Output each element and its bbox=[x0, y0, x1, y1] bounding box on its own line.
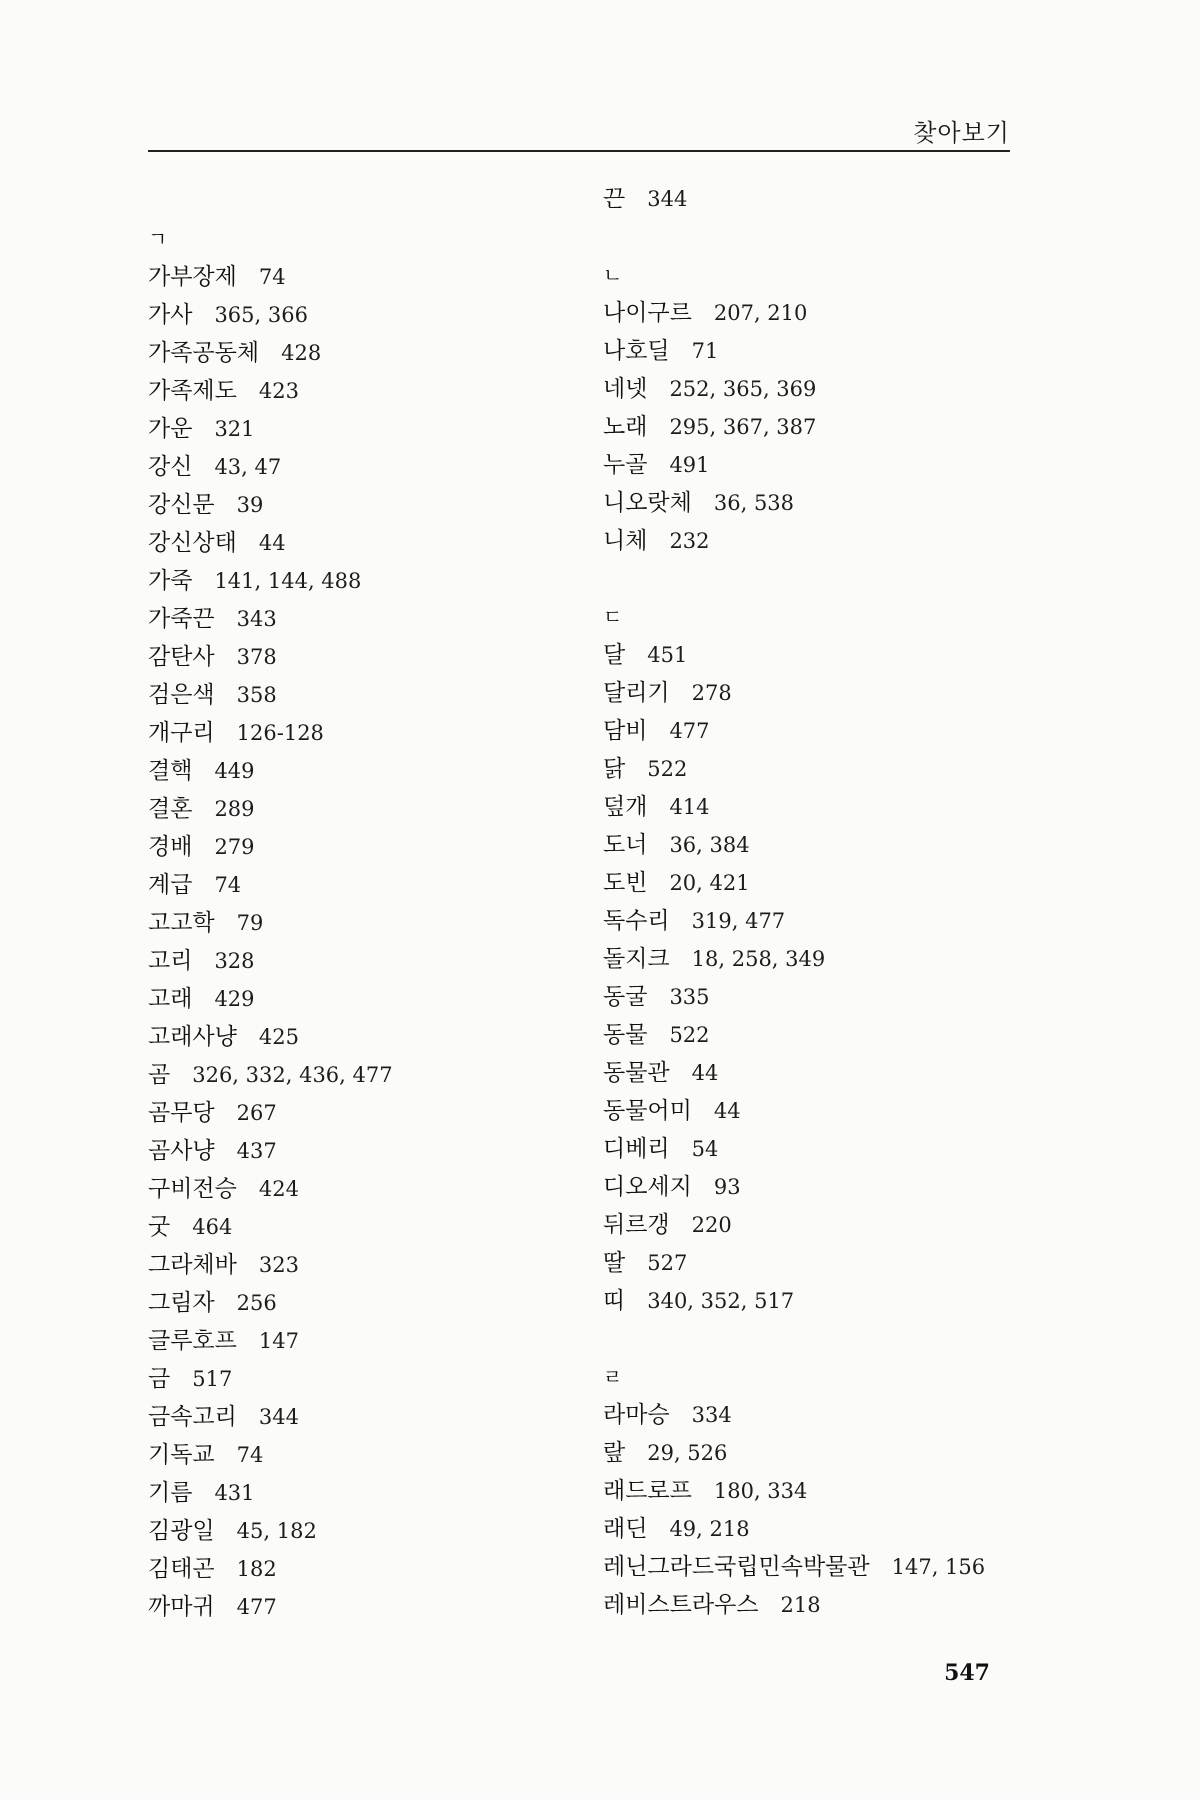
index-term: 담비 bbox=[603, 718, 648, 744]
index-pages: 527 bbox=[647, 1251, 688, 1275]
index-pages: 323 bbox=[258, 1253, 299, 1277]
index-term: 고리 bbox=[148, 948, 193, 974]
index-entry bbox=[603, 1282, 985, 1320]
section-letter: ㄴ bbox=[603, 263, 623, 287]
index-entry bbox=[603, 636, 985, 674]
index-entry bbox=[603, 1396, 985, 1434]
index-term: 결혼 bbox=[148, 796, 193, 822]
index-term: 글루호프 bbox=[148, 1328, 237, 1354]
section-gap bbox=[603, 560, 985, 598]
index-entry bbox=[603, 1054, 985, 1092]
index-entry bbox=[148, 1474, 393, 1512]
index-entry-list bbox=[148, 258, 393, 1626]
index-entry bbox=[603, 1548, 985, 1586]
index-term: 나이구르 bbox=[603, 300, 692, 326]
index-term: 딸 bbox=[603, 1250, 626, 1276]
index-term: 네넷 bbox=[603, 376, 648, 402]
index-entry bbox=[148, 1360, 393, 1398]
index-entry bbox=[603, 522, 985, 560]
index-pages: 45, 182 bbox=[236, 1519, 317, 1543]
index-entry bbox=[148, 790, 393, 828]
index-entry bbox=[148, 1512, 393, 1550]
index-pages: 252, 365, 369 bbox=[669, 377, 817, 401]
index-term: 동물어미 bbox=[603, 1098, 692, 1124]
index-pages: 428 bbox=[281, 341, 322, 365]
index-entry bbox=[148, 866, 393, 904]
index-pages: 464 bbox=[192, 1215, 233, 1239]
index-term: 뒤르갱 bbox=[603, 1212, 670, 1238]
header-rule bbox=[148, 150, 1010, 152]
index-term: 가사 bbox=[148, 302, 193, 328]
index-pages: 295, 367, 387 bbox=[669, 415, 817, 439]
index-pages: 334 bbox=[691, 1403, 732, 1427]
index-entry-list bbox=[603, 294, 985, 560]
index-pages: 18, 258, 349 bbox=[691, 947, 826, 971]
index-pages: 517 bbox=[192, 1367, 233, 1391]
index-term: 나호딜 bbox=[603, 338, 670, 364]
index-pages: 437 bbox=[236, 1139, 277, 1163]
index-pages: 182 bbox=[236, 1557, 277, 1581]
index-term: 검은색 bbox=[148, 682, 215, 708]
index-pages: 141, 144, 488 bbox=[214, 569, 362, 593]
index-entry bbox=[148, 524, 393, 562]
index-entry bbox=[148, 1094, 393, 1132]
index-entry bbox=[148, 980, 393, 1018]
index-pages: 71 bbox=[691, 339, 719, 363]
index-pages: 335 bbox=[669, 985, 710, 1009]
index-term: 고고학 bbox=[148, 910, 215, 936]
index-pages: 267 bbox=[236, 1101, 277, 1125]
index-pages: 340, 352, 517 bbox=[647, 1289, 795, 1313]
index-entry bbox=[148, 448, 393, 486]
index-term: 띠 bbox=[603, 1288, 626, 1314]
index-column-left bbox=[148, 220, 393, 1626]
index-entry bbox=[603, 750, 985, 788]
index-pages: 20, 421 bbox=[669, 871, 750, 895]
index-term: 계급 bbox=[148, 872, 193, 898]
index-pages: 449 bbox=[214, 759, 255, 783]
index-pages: 328 bbox=[214, 949, 255, 973]
index-pages: 218 bbox=[780, 1593, 821, 1617]
index-entry-list bbox=[603, 1396, 985, 1624]
index-term: 김광일 bbox=[148, 1518, 215, 1544]
index-term: 래딘 bbox=[603, 1516, 648, 1542]
index-entry bbox=[148, 638, 393, 676]
index-pages: 429 bbox=[214, 987, 255, 1011]
index-pages: 44 bbox=[713, 1099, 741, 1123]
index-entry bbox=[148, 486, 393, 524]
index-entry bbox=[603, 1244, 985, 1282]
index-entry bbox=[148, 1132, 393, 1170]
index-term: 레닌그라드국립민속박물관 bbox=[603, 1554, 870, 1580]
index-pages: 425 bbox=[258, 1025, 299, 1049]
index-pages: 424 bbox=[258, 1177, 299, 1201]
index-entry-list bbox=[603, 636, 985, 1320]
index-pages: 232 bbox=[669, 529, 710, 553]
index-pages: 378 bbox=[236, 645, 277, 669]
index-pages: 321 bbox=[214, 417, 255, 441]
index-term: 곰사냥 bbox=[148, 1138, 215, 1164]
section-letter: ㄱ bbox=[148, 227, 168, 251]
index-term: 강신문 bbox=[148, 492, 215, 518]
index-term: 달리기 bbox=[603, 680, 670, 706]
index-pages: 491 bbox=[669, 453, 710, 477]
index-term: 독수리 bbox=[603, 908, 670, 934]
index-entry bbox=[603, 712, 985, 750]
index-entry bbox=[148, 600, 393, 638]
index-entry bbox=[603, 1168, 985, 1206]
index-pages: 147, 156 bbox=[891, 1555, 986, 1579]
index-entry bbox=[603, 370, 985, 408]
index-entry bbox=[603, 1510, 985, 1548]
index-entry bbox=[603, 674, 985, 712]
index-pages: 44 bbox=[691, 1061, 719, 1085]
section-gap bbox=[603, 218, 985, 256]
index-entry bbox=[603, 940, 985, 978]
index-pages: 423 bbox=[258, 379, 299, 403]
index-pages: 44 bbox=[258, 531, 286, 555]
index-term: 끈 bbox=[603, 186, 626, 212]
index-term: 고래사냥 bbox=[148, 1024, 237, 1050]
index-term: 그라체바 bbox=[148, 1252, 237, 1278]
index-term: 강신 bbox=[148, 454, 193, 480]
index-entry bbox=[603, 484, 985, 522]
index-pages: 74 bbox=[214, 873, 242, 897]
index-pages: 74 bbox=[236, 1443, 264, 1467]
index-term: 구비전승 bbox=[148, 1176, 237, 1202]
index-pages: 147 bbox=[258, 1329, 299, 1353]
index-entry bbox=[603, 1586, 985, 1624]
index-entry bbox=[603, 1130, 985, 1168]
index-term: 동물관 bbox=[603, 1060, 670, 1086]
index-entry bbox=[148, 714, 393, 752]
index-term: 경배 bbox=[148, 834, 193, 860]
index-term: 도빈 bbox=[603, 870, 648, 896]
index-entry bbox=[603, 332, 985, 370]
index-term: 개구리 bbox=[148, 720, 215, 746]
page-number: 547 bbox=[944, 1660, 990, 1686]
index-pages: 54 bbox=[691, 1137, 719, 1161]
index-term: 기름 bbox=[148, 1480, 193, 1506]
index-term: 곰무당 bbox=[148, 1100, 215, 1126]
index-entry bbox=[603, 1092, 985, 1130]
index-pages: 207, 210 bbox=[713, 301, 808, 325]
index-pages: 358 bbox=[236, 683, 277, 707]
index-term: 닭 bbox=[603, 756, 626, 782]
index-pages: 522 bbox=[669, 1023, 710, 1047]
index-term: 굿 bbox=[148, 1214, 171, 1240]
index-entry bbox=[148, 1588, 393, 1626]
index-term: 가죽끈 bbox=[148, 606, 215, 632]
index-entry bbox=[148, 334, 393, 372]
index-pages: 522 bbox=[647, 757, 688, 781]
index-term: 돌지크 bbox=[603, 946, 670, 972]
index-term: 가족제도 bbox=[148, 378, 237, 404]
index-term: 김태곤 bbox=[148, 1556, 215, 1582]
index-pages: 414 bbox=[669, 795, 710, 819]
index-pages: 43, 47 bbox=[214, 455, 282, 479]
index-pages: 326, 332, 436, 477 bbox=[192, 1063, 393, 1087]
index-pages: 319, 477 bbox=[691, 909, 786, 933]
index-term: 가죽 bbox=[148, 568, 193, 594]
index-pages: 126-128 bbox=[236, 721, 324, 745]
running-header-title: 찾아보기 bbox=[913, 119, 1010, 147]
index-entry bbox=[148, 1398, 393, 1436]
index-entry bbox=[603, 826, 985, 864]
index-term: 까마귀 bbox=[148, 1594, 215, 1620]
index-term: 동굴 bbox=[603, 984, 648, 1010]
index-column-right bbox=[603, 180, 985, 1624]
index-entry bbox=[148, 1550, 393, 1588]
index-term: 니오랏체 bbox=[603, 490, 692, 516]
section-letter: ㄷ bbox=[603, 605, 623, 629]
index-term: 랖 bbox=[603, 1440, 626, 1466]
index-term: 결핵 bbox=[148, 758, 193, 784]
index-pages: 93 bbox=[713, 1175, 741, 1199]
index-pages: 289 bbox=[214, 797, 255, 821]
index-entry bbox=[148, 1170, 393, 1208]
index-pages: 279 bbox=[214, 835, 255, 859]
index-entry bbox=[148, 1436, 393, 1474]
index-term: 라마승 bbox=[603, 1402, 670, 1428]
index-term: 디베리 bbox=[603, 1136, 670, 1162]
index-entry bbox=[603, 978, 985, 1016]
index-entry bbox=[148, 828, 393, 866]
index-term: 금속고리 bbox=[148, 1404, 237, 1430]
index-term: 강신상태 bbox=[148, 530, 237, 556]
index-pages: 344 bbox=[258, 1405, 299, 1429]
index-entry bbox=[148, 904, 393, 942]
index-entry bbox=[603, 408, 985, 446]
index-pages: 79 bbox=[236, 911, 264, 935]
index-pages: 36, 538 bbox=[713, 491, 795, 515]
index-term: 래드로프 bbox=[603, 1478, 692, 1504]
index-entry bbox=[148, 1208, 393, 1246]
index-pages: 220 bbox=[691, 1213, 732, 1237]
index-term: 동물 bbox=[603, 1022, 648, 1048]
index-entry bbox=[603, 446, 985, 484]
index-term: 누골 bbox=[603, 452, 648, 478]
index-entry bbox=[603, 864, 985, 902]
index-term: 디오세지 bbox=[603, 1174, 692, 1200]
index-term: 가부장제 bbox=[148, 264, 237, 290]
index-entry bbox=[148, 1246, 393, 1284]
index-entry bbox=[603, 1206, 985, 1244]
index-term: 니체 bbox=[603, 528, 648, 554]
index-entry bbox=[603, 1016, 985, 1054]
index-pages: 477 bbox=[236, 1595, 277, 1619]
index-pages: 36, 384 bbox=[669, 833, 750, 857]
index-entry bbox=[148, 258, 393, 296]
index-pages: 344 bbox=[647, 187, 688, 211]
index-term: 노래 bbox=[603, 414, 648, 440]
index-entry bbox=[148, 372, 393, 410]
index-pages: 477 bbox=[669, 719, 710, 743]
index-pages: 180, 334 bbox=[713, 1479, 808, 1503]
index-term: 달 bbox=[603, 642, 626, 668]
section-gap bbox=[603, 1320, 985, 1358]
index-entry bbox=[148, 752, 393, 790]
index-pages: 74 bbox=[258, 265, 286, 289]
index-entry bbox=[148, 1284, 393, 1322]
index-pages: 451 bbox=[647, 643, 688, 667]
index-term: 감탄사 bbox=[148, 644, 215, 670]
index-entry bbox=[148, 1018, 393, 1056]
index-term: 덮개 bbox=[603, 794, 648, 820]
index-entry bbox=[603, 788, 985, 826]
index-entry bbox=[148, 296, 393, 334]
index-term: 고래 bbox=[148, 986, 193, 1012]
index-entry bbox=[148, 942, 393, 980]
index-entry bbox=[148, 562, 393, 600]
index-term: 레비스트라우스 bbox=[603, 1592, 759, 1618]
section-letter: ㄹ bbox=[603, 1365, 623, 1389]
index-pages: 278 bbox=[691, 681, 732, 705]
index-entry bbox=[603, 294, 985, 332]
index-term: 기독교 bbox=[148, 1442, 215, 1468]
index-entry bbox=[603, 1472, 985, 1510]
index-term: 가족공동체 bbox=[148, 340, 260, 366]
index-pages: 29, 526 bbox=[647, 1441, 728, 1465]
index-pages: 431 bbox=[214, 1481, 255, 1505]
index-pages: 49, 218 bbox=[669, 1517, 750, 1541]
index-entry bbox=[603, 902, 985, 940]
index-entry bbox=[148, 1056, 393, 1094]
index-term: 금 bbox=[148, 1366, 171, 1392]
index-pages: 39 bbox=[236, 493, 264, 517]
index-entry bbox=[148, 410, 393, 448]
index-entry bbox=[603, 180, 985, 218]
index-pages: 343 bbox=[236, 607, 277, 631]
index-pages: 365, 366 bbox=[214, 303, 308, 327]
index-term: 곰 bbox=[148, 1062, 171, 1088]
index-term: 도너 bbox=[603, 832, 648, 858]
index-entry bbox=[603, 1434, 985, 1472]
index-entry bbox=[148, 676, 393, 714]
index-entry bbox=[148, 1322, 393, 1360]
index-term: 그림자 bbox=[148, 1290, 215, 1316]
index-pages: 256 bbox=[236, 1291, 277, 1315]
index-term: 가운 bbox=[148, 416, 193, 442]
